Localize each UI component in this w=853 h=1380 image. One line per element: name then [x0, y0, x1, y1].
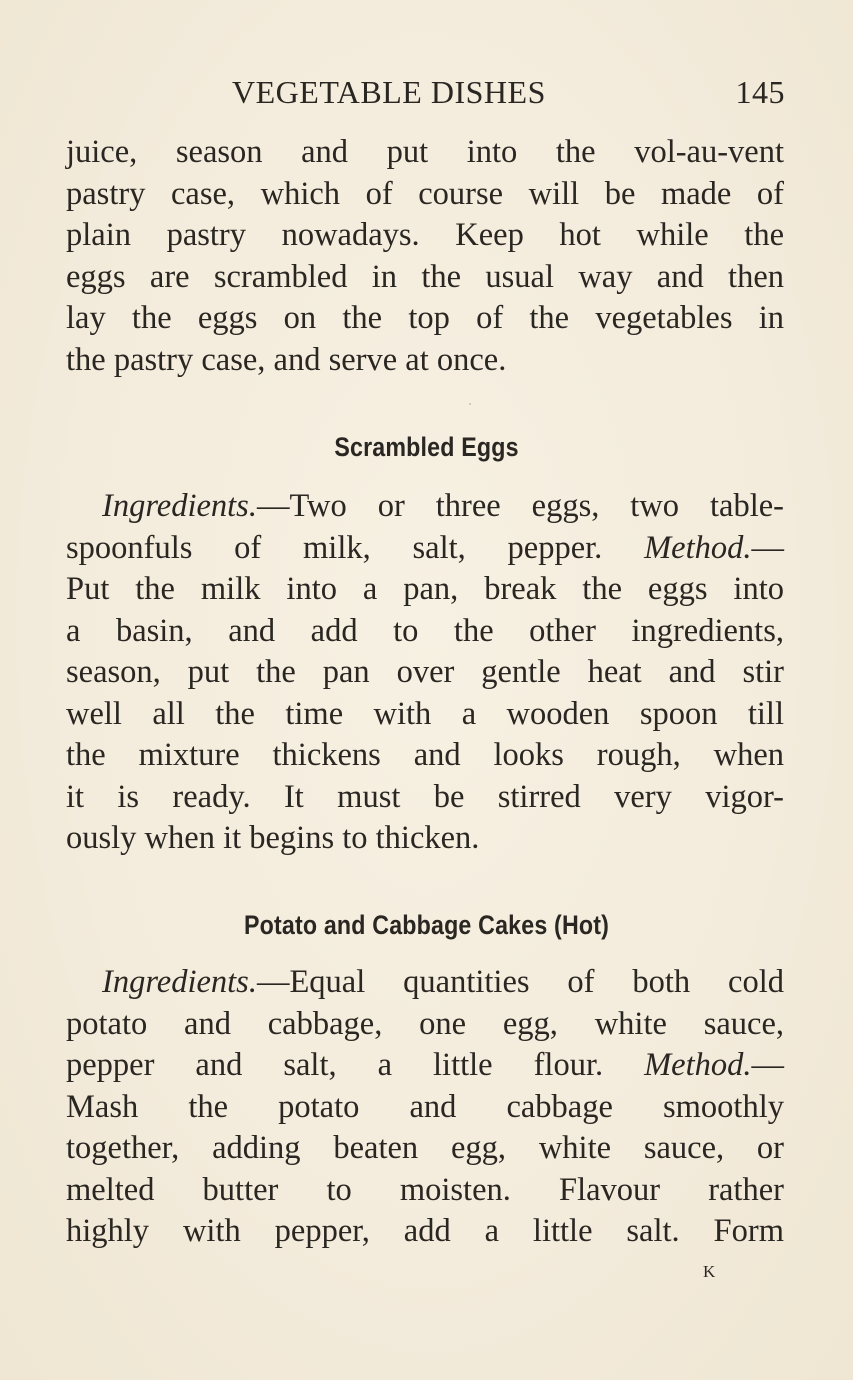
signature-mark: K: [703, 1262, 716, 1281]
ingredients-text: —Two or three eggs, two table-: [256, 488, 784, 524]
page-number: 145: [735, 74, 785, 110]
paragraph-line: the pastry case, and serve at once.: [66, 341, 507, 378]
paragraph-line: melted butter to moisten. Flavour rather: [66, 1171, 784, 1208]
paragraph-line: ously when it begins to thicken.: [66, 820, 480, 856]
method-label: Method.: [644, 529, 752, 566]
running-head-title: VEGETABLE DISHES: [232, 74, 546, 110]
paragraph-line: eggs are scrambled in the usual way and then: [66, 258, 784, 295]
paragraph-line: pastry case, which of course will be made of: [66, 175, 784, 212]
paragraph-line: [66, 1045, 784, 1087]
paragraph-line: Put the milk into a pan, break the eggs into: [66, 571, 784, 607]
paragraph-line: well all the time with a wooden spoon till: [66, 695, 784, 732]
paragraph-line: [66, 528, 784, 570]
recipe-heading-scrambled-eggs: Scrambled Eggs: [334, 432, 519, 462]
running-head: [232, 74, 785, 114]
ingredients-text: pepper and salt, a little flour.: [66, 1047, 645, 1083]
paper-speck: [469, 403, 471, 405]
paragraph-line: together, adding beaten egg, white sauce, or: [66, 1130, 784, 1166]
recipe-heading-potato-cabbage-cakes: Potato and Cabbage Cakes (Hot): [243, 910, 610, 940]
ingredients-label: Ingredients.: [102, 488, 257, 524]
paragraph-line: plain pastry nowadays. Keep hot while the: [66, 217, 784, 253]
method-dash: —: [751, 529, 784, 566]
paragraph-line: highly with pepper, add a little salt. Form: [66, 1213, 784, 1249]
paragraph-line: a basin, and add to the other ingredients,: [66, 612, 784, 649]
recipe-scrambled-eggs-body: [66, 486, 784, 860]
paragraph-line: juice, season and put into the vol-au-vent: [66, 134, 784, 170]
method-dash: —: [751, 1047, 784, 1083]
paragraph-line: it is ready. It must be stirred very vigor-: [66, 778, 784, 815]
continuation-paragraph: [66, 132, 784, 381]
ingredients-text: —Equal quantities of both cold: [256, 964, 784, 1000]
paragraph-line: the mixture thickens and looks rough, when: [66, 737, 784, 773]
paragraph-line: potato and cabbage, one egg, white sauce,: [66, 1005, 784, 1042]
paragraph-line: [66, 962, 784, 1004]
paragraph-line: season, put the pan over gentle heat and stir: [66, 654, 784, 690]
paragraph-line: lay the eggs on the top of the vegetables in: [66, 300, 784, 336]
paragraph-line: Mash the potato and cabbage smoothly: [66, 1088, 784, 1125]
method-label: Method.: [644, 1047, 752, 1083]
ingredients-label: Ingredients.: [102, 964, 257, 1000]
recipe-potato-cabbage-body: [66, 962, 784, 1253]
paragraph-line: [66, 486, 784, 528]
ingredients-text: spoonfuls of milk, salt, pepper.: [66, 529, 645, 566]
